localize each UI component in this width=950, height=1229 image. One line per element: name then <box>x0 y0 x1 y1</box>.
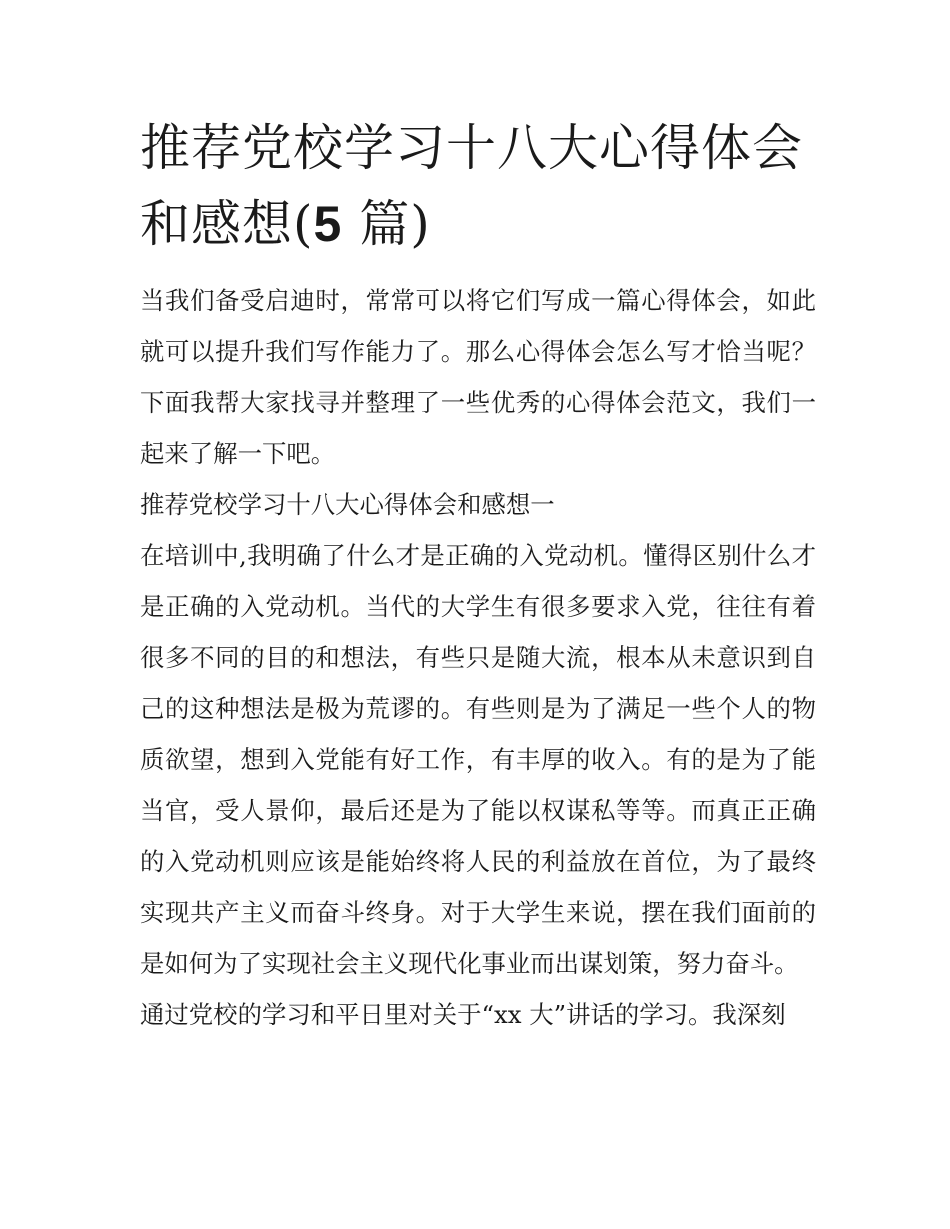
document-title <box>140 110 820 262</box>
intro-paragraph: 当我们备受启迪时，常常可以将它们写成一篇心得体会，如此就可以提升我们写作能力了。那么心得体会怎么写才恰当呢？下面我帮大家找寻并整理了一些优秀的心得体会范文，我们一起来了解一下吧。 <box>140 286 816 468</box>
title-text-part2: 篇) <box>342 195 431 253</box>
section-heading: 推荐党校学习十八大心得体会和感想一 <box>140 490 555 519</box>
title-text-part1: 推荐党校学习十八大心得体会和感想( <box>140 119 803 253</box>
document-body <box>140 275 816 1040</box>
title-number: 5 <box>313 196 343 252</box>
body-paragraph: 在培训中,我明确了什么才是正确的入党动机。懂得区别什么才是正确的入党动机。当代的大学生有很多要求入党，往往有着很多不同的目的和想法，有些只是随大流，根本从未意识到自己的这种想法是极为荒谬的。有些则是为了满足一些个人的物质欲望，想到入党能有好工作，有丰厚的收入。有的是为了能当官，受人景仰，最后还是为了能以权谋私等等。而真正正确的入党动机则应该是能始终将人民的利益放在首位，为了最终实现共产主义而奋斗终身。对于大学生来说，摆在我们面前的是如何为了实现社会主义现代化事业而出谋划策，努力奋斗。 <box>140 541 816 978</box>
body-paragraph: 通过党校的学习和平日里对关于“xx 大”讲话的学习。我深刻 <box>140 1000 786 1029</box>
